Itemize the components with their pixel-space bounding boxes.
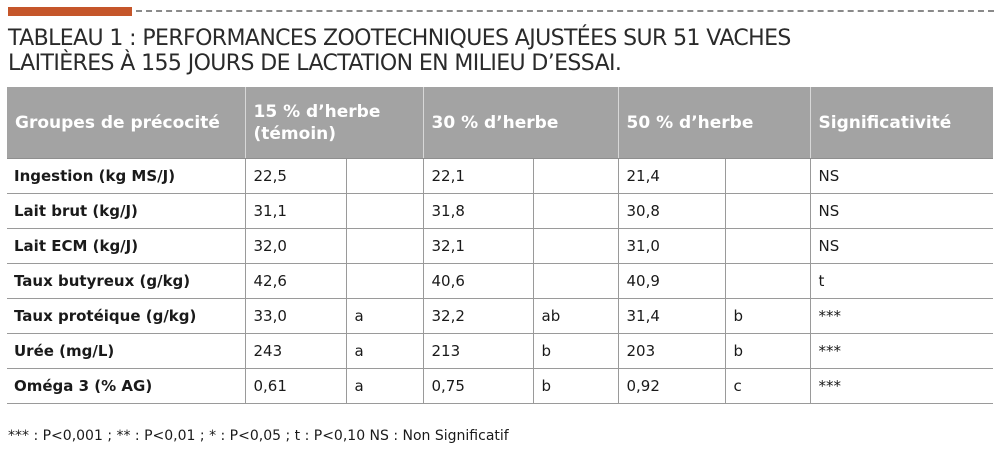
cell-30-letter: ab <box>533 299 618 334</box>
cell-50-value: 40,9 <box>618 264 725 299</box>
cell-significance: NS <box>810 194 993 229</box>
cell-50-value: 21,4 <box>618 159 725 194</box>
table-row <box>7 229 993 264</box>
cell-15-letter: a <box>346 334 423 369</box>
table-row <box>7 334 993 369</box>
row-label: Urée (mg/L) <box>7 334 245 369</box>
footnote: *** : P<0,001 ; ** : P<0,01 ; * : P<0,05 ; t : P<0,10 NS : Non Significatif <box>8 428 509 444</box>
cell-15-letter: a <box>346 299 423 334</box>
row-label: Taux butyreux (g/kg) <box>7 264 245 299</box>
row-label: Lait brut (kg/J) <box>7 194 245 229</box>
cell-30-value: 31,8 <box>423 194 533 229</box>
table-header-row <box>7 87 993 159</box>
cell-50-letter: c <box>725 369 810 404</box>
cell-50-letter <box>725 264 810 299</box>
cell-15-letter <box>346 194 423 229</box>
cell-significance: t <box>810 264 993 299</box>
cell-15-value: 0,61 <box>245 369 346 404</box>
table-row <box>7 194 993 229</box>
row-label: Ingestion (kg MS/J) <box>7 159 245 194</box>
cell-30-value: 32,2 <box>423 299 533 334</box>
cell-50-letter: b <box>725 299 810 334</box>
cell-15-value: 22,5 <box>245 159 346 194</box>
cell-15-value: 42,6 <box>245 264 346 299</box>
table-title <box>8 26 993 76</box>
table-row <box>7 299 993 334</box>
cell-50-letter <box>725 159 810 194</box>
header-group: Groupes de précocité <box>7 87 245 159</box>
cell-30-letter <box>533 264 618 299</box>
cell-15-value: 31,1 <box>245 194 346 229</box>
cell-significance: *** <box>810 299 993 334</box>
cell-15-letter <box>346 229 423 264</box>
cell-30-letter <box>533 159 618 194</box>
cell-30-letter <box>533 194 618 229</box>
header-30-herbe: 30 % d’herbe <box>423 87 618 159</box>
cell-significance: *** <box>810 334 993 369</box>
dashed-divider <box>136 10 994 12</box>
accent-bar <box>8 7 132 16</box>
performance-table <box>7 87 993 404</box>
row-label: Taux protéique (g/kg) <box>7 299 245 334</box>
table-row <box>7 159 993 194</box>
cell-50-letter <box>725 194 810 229</box>
header-15-herbe: 15 % d’herbe (témoin) <box>245 87 423 159</box>
header-significance: Significativité <box>810 87 993 159</box>
header-50-herbe: 50 % d’herbe <box>618 87 810 159</box>
cell-30-letter: b <box>533 334 618 369</box>
cell-significance: NS <box>810 159 993 194</box>
cell-50-value: 203 <box>618 334 725 369</box>
cell-15-letter <box>346 264 423 299</box>
cell-15-value: 243 <box>245 334 346 369</box>
cell-50-value: 31,4 <box>618 299 725 334</box>
cell-significance: NS <box>810 229 993 264</box>
table-row <box>7 264 993 299</box>
cell-30-value: 213 <box>423 334 533 369</box>
table-title-line-2: LAITIÈRES À 155 JOURS DE LACTATION EN MILIEU D’ESSAI. <box>8 51 622 76</box>
cell-50-value: 0,92 <box>618 369 725 404</box>
cell-50-value: 30,8 <box>618 194 725 229</box>
cell-50-value: 31,0 <box>618 229 725 264</box>
row-label: Oméga 3 (% AG) <box>7 369 245 404</box>
cell-30-value: 0,75 <box>423 369 533 404</box>
cell-30-letter: b <box>533 369 618 404</box>
cell-15-letter: a <box>346 369 423 404</box>
table-title-line-1: TABLEAU 1 : PERFORMANCES ZOOTECHNIQUES AJUSTÉES SUR 51 VACHES <box>8 26 791 51</box>
row-label: Lait ECM (kg/J) <box>7 229 245 264</box>
cell-30-value: 32,1 <box>423 229 533 264</box>
cell-30-value: 22,1 <box>423 159 533 194</box>
cell-30-value: 40,6 <box>423 264 533 299</box>
cell-15-value: 32,0 <box>245 229 346 264</box>
cell-30-letter <box>533 229 618 264</box>
table-row <box>7 369 993 404</box>
cell-15-value: 33,0 <box>245 299 346 334</box>
cell-significance: *** <box>810 369 993 404</box>
cell-50-letter: b <box>725 334 810 369</box>
cell-50-letter <box>725 229 810 264</box>
cell-15-letter <box>346 159 423 194</box>
